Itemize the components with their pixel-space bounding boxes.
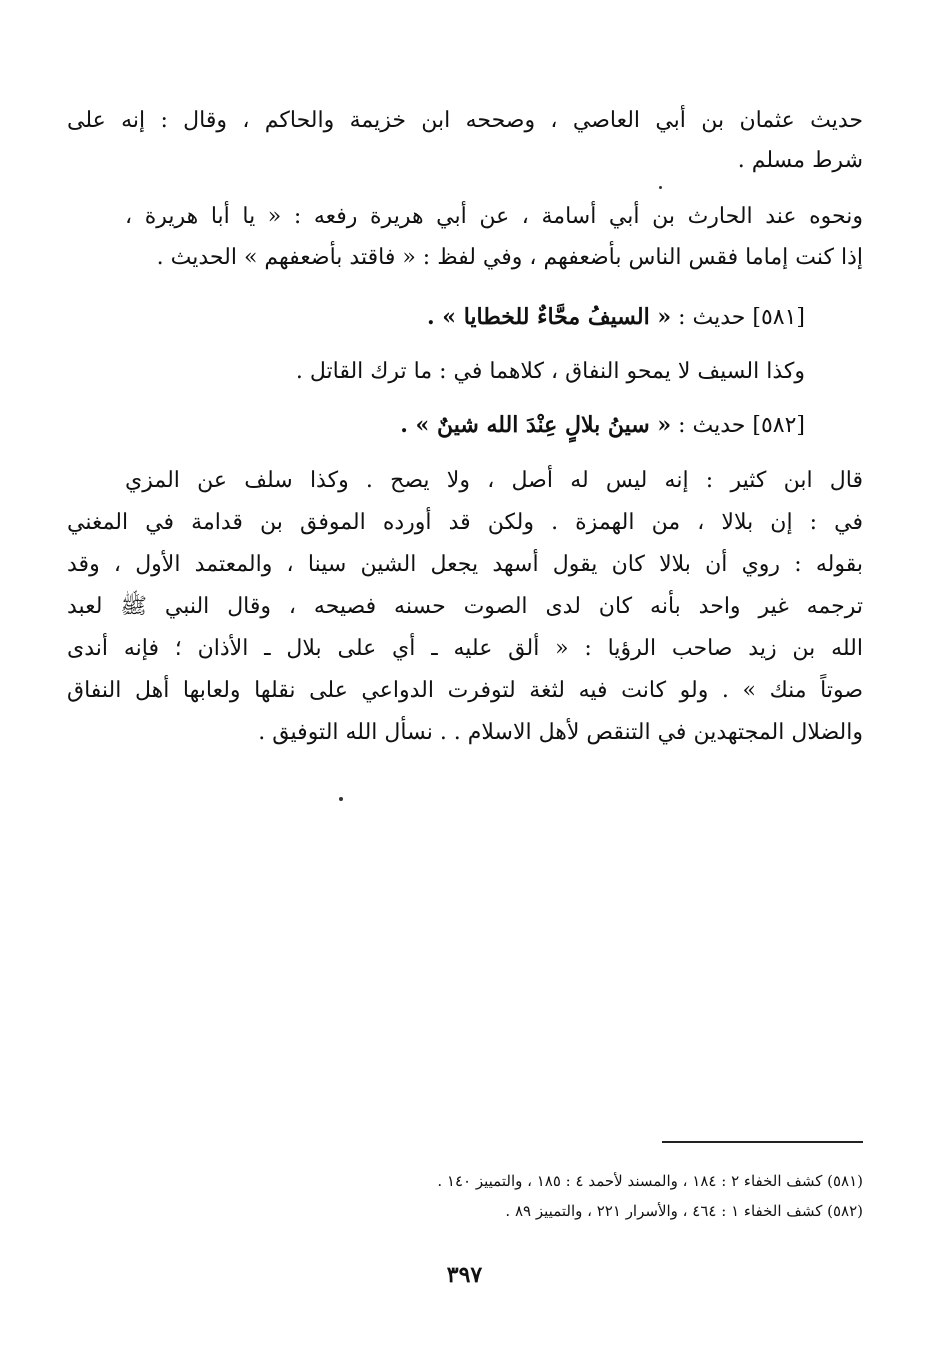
hadith-582-text: « سينُ بلالٍ عِنْدَ الله شينٌ » . [400, 412, 672, 438]
print-speck [659, 186, 662, 189]
paragraph-4-line-4: ترجمه غير واحد بأنه كان لدى الصوت حسنه فصيحه ، وقال النبي ﷺ لعبد [67, 594, 863, 619]
paragraph-4-line-1: قال ابن كثير : إنه ليس له أصل ، ولا يصح . وكذا سلف عن المزي [125, 468, 863, 493]
page-number: ٣٩٧ [446, 1262, 483, 1288]
hadith-581-number: [٥٨١] حديث : [678, 305, 805, 330]
hadith-582-line [400, 410, 805, 441]
paragraph-1-line-1: حديث عثمان بن أبي العاصي ، وصححه ابن خزيمة والحاكم ، وقال : إنه على [67, 108, 864, 133]
paragraph-4-line-5: الله بن زيد صاحب الرؤيا : « ألق عليه ـ أي على بلال ـ الأذان ؛ فإنه أندى [67, 636, 863, 661]
paragraph-2-line-2: إذا كنت إماما فقس الناس بأضعفهم ، وفي لفظ : « فاقتد بأضعفهم » الحديث . [156, 245, 863, 270]
hadith-582-number: [٥٨٢] حديث : [678, 413, 805, 438]
paragraph-4-line-6: صوتاً منك » . ولو كانت فيه لثغة لتوفرت الدواعي على نقلها ولعابها أهل النفاق [67, 678, 863, 703]
paragraph-4-line-7: والضلال المجتهدين في التنقص لأهل الاسلام . . نسأل الله التوفيق . [258, 720, 863, 745]
footnote-582: (٥٨٢) كشف الخفاء ١ : ٤٦٤ ، والأسرار ٢٢١ ، والتمييز ٨٩ . [505, 1202, 863, 1220]
hadith-581-line [427, 302, 805, 333]
print-speck [339, 797, 343, 801]
paragraph-1-line-2: شرط مسلم . [737, 148, 863, 173]
paragraph-2-line-1: ونحوه عند الحارث بن أبي أسامة ، عن أبي هريرة رفعه : « يا أبا هريرة ، [125, 204, 863, 229]
paragraph-4-line-2: في : إن بلالا ، من الهمزة . ولكن قد أورده الموفق بن قدامة في المغني [67, 510, 863, 535]
footnote-581: (٥٨١) كشف الخفاء ٢ : ١٨٤ ، والمسند لأحمد ٤ : ١٨٥ ، والتمييز ١٤٠ . [437, 1172, 863, 1190]
footnote-separator [662, 1141, 863, 1143]
hadith-581-text: « السيفُ محَّاءٌ للخطايا » . [426, 304, 672, 330]
paragraph-3: وكذا السيف لا يمحو النفاق ، كلاهما في : ما ترك القاتل . [295, 359, 805, 384]
paragraph-4-line-3: بقوله : روي أن بلالا كان يقول أسهد يجعل الشين سينا ، والمعتمد الأول ، وقد [67, 552, 863, 577]
